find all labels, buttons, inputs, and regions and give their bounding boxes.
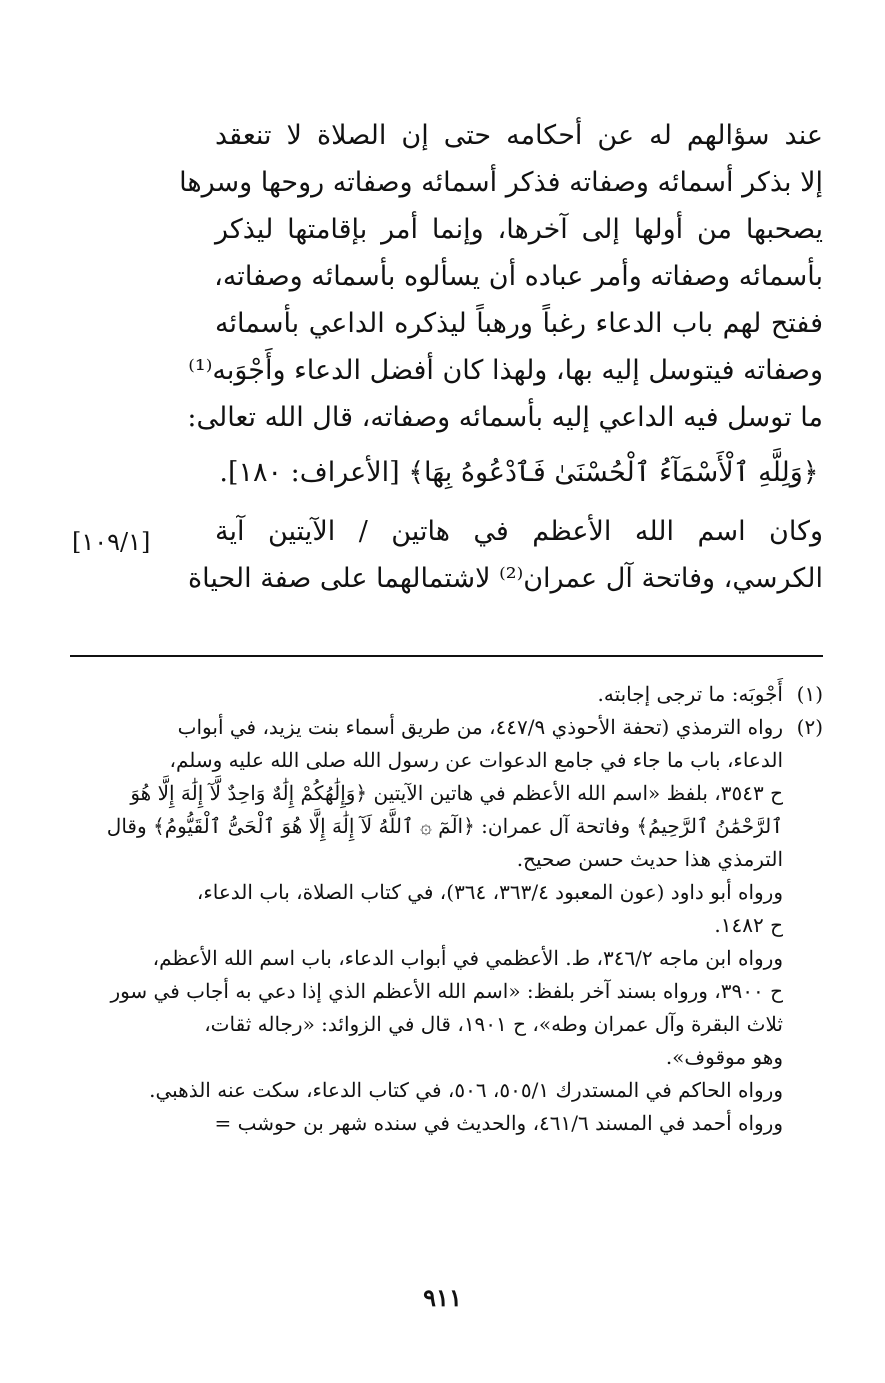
- footnote-number: [783, 876, 823, 942]
- text-line: وكان اسم الله الأعظم في هاتين / الآيتين آية: [215, 516, 823, 547]
- footnote-number: [783, 1074, 823, 1107]
- footnote-continuation: [70, 876, 823, 942]
- footnote-continuation: [70, 942, 823, 1074]
- footnote-line: الترمذي هذا حديث حسن صحيح.: [516, 847, 783, 871]
- footnote-line: وهو موقوف».: [665, 1045, 783, 1069]
- footnote-line: ح ١٤٨٢.: [714, 913, 783, 937]
- margin-reference: [١٠٩/١]: [72, 528, 151, 556]
- footnote-line: ح ٣٥٤٣، بلفظ «اسم الله الأعظم في هاتين الآيتين ﴿وَإِلَٰهُكُمْ إِلَٰهٌ وَاحِدٌ لَّآ إِلَٰهَ إِلَّا هُوَ: [130, 781, 783, 805]
- footnote-line: ح ٣٩٠٠، ورواه بسند آخر بلفظ: «اسم الله الأعظم الذي إذا دعي به أجاب في سور: [110, 979, 783, 1003]
- footnote-number: [783, 942, 823, 1074]
- footnote-line: رواه الترمذي (تحفة الأحوذي ٤٤٧/٩، من طريق أسماء بنت يزيد، في أبواب: [177, 715, 783, 739]
- footnote-divider: [70, 655, 823, 657]
- footnote-line: ورواه أحمد في المسند ٤٦١/٦، والحديث في سنده شهر بن حوشب =: [214, 1111, 783, 1135]
- paragraph-2: [187, 508, 823, 602]
- text-line: الكرسي، وفاتحة آل عمران⁽²⁾ لاشتمالهما على صفة الحياة: [187, 563, 823, 594]
- footnote-continuation: [70, 1107, 823, 1140]
- footnote-line: ورواه ابن ماجه ٣٤٦/٢، ط. الأعظمي في أبواب الدعاء، باب اسم الله الأعظم،: [152, 946, 783, 970]
- text-line: عند سؤالهم له عن أحكامه حتى إن الصلاة لا تنعقد: [215, 120, 823, 151]
- text-line: إلا بذكر أسمائه وصفاته فذكر أسمائه وصفاته روحها وسرها: [179, 167, 823, 198]
- footnote-line: ورواه أبو داود (عون المعبود ٣٦٣/٤، ٣٦٤)، في كتاب الصلاة، باب الدعاء،: [196, 880, 783, 904]
- footnote-2: [70, 711, 823, 876]
- footnote-1: [70, 678, 823, 711]
- text-line: ففتح لهم باب الدعاء رغباً ورهباً ليذكره الداعي بأسمائه: [215, 308, 823, 339]
- footnote-continuation: [70, 1074, 823, 1107]
- footnote-line: ثلاث البقرة وآل عمران وطه»، ح ١٩٠١، قال في الزوائد: «رجاله ثقات،: [204, 1012, 783, 1036]
- paragraph-1: [179, 112, 823, 441]
- footnote-line: الدعاء، باب ما جاء في جامع الدعوات عن رسول الله صلى الله عليه وسلم،: [169, 748, 783, 772]
- footnote-number: [783, 1107, 823, 1140]
- footnote-line: ورواه الحاكم في المستدرك ٥٠٥/١، ٥٠٦، في كتاب الدعاء، سكت عنه الذهبي.: [149, 1078, 783, 1102]
- footnotes: [70, 678, 823, 1140]
- footnote-line: أَجْوبَه: ما ترجى إجابته.: [597, 682, 783, 706]
- footnote-line: ٱلرَّحْمَٰنُ ٱلرَّحِيمُ﴾ وفاتحة آل عمران: ﴿الٓمٓ ۞ ٱللَّهُ لَآ إِلَٰهَ إِلَّا هُوَ ٱلْحَىُّ ٱلْقَيُّومُ﴾ وقال: [106, 814, 783, 838]
- page-number: ٩١١: [423, 1283, 462, 1312]
- footnote-number: (٢): [796, 715, 823, 739]
- main-text: [179, 112, 823, 602]
- text-line: بأسمائه وصفاته وأمر عباده أن يسألوه بأسمائه وصفاته،: [214, 261, 823, 292]
- footnote-number: (١): [796, 682, 823, 706]
- text-line: ما توسل فيه الداعي إليه بأسمائه وصفاته، قال الله تعالى:: [187, 402, 823, 433]
- quran-verse: ﴿وَلِلَّهِ ٱلْأَسْمَآءُ ٱلْحُسْنَىٰ فَٱدْعُوهُ بِهَا﴾ [الأعراف: ١٨٠].: [219, 457, 819, 488]
- text-line: وصفاته فيتوسل إليه بها، ولهذا كان أفضل الدعاء وأَجْوَبه⁽¹⁾: [188, 355, 823, 386]
- text-line: يصحبها من أولها إلى آخرها، وإنما أمر بإقامتها ليذكر: [215, 214, 823, 245]
